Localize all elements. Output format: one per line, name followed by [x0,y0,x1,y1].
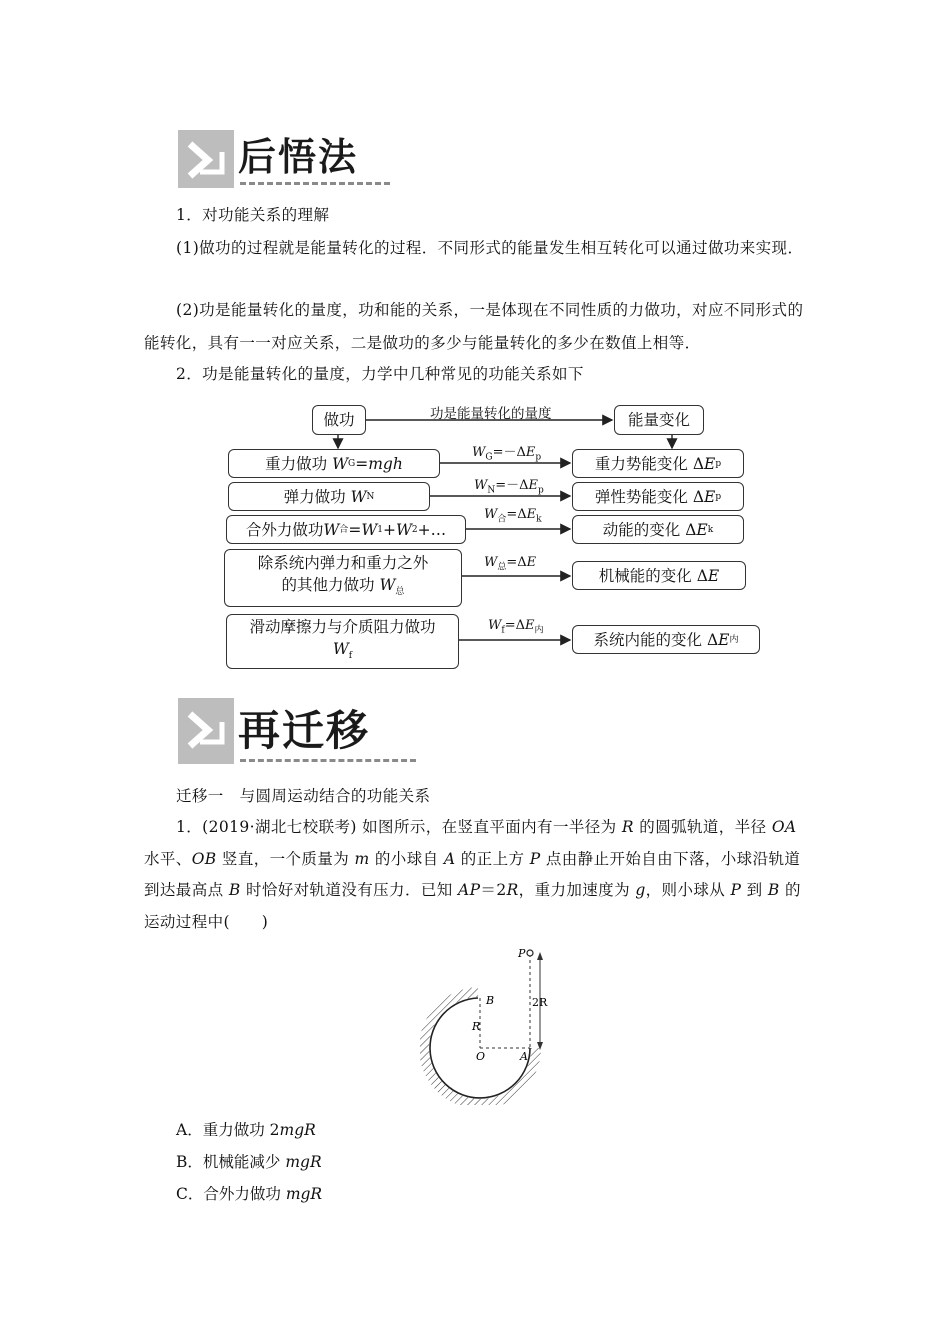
svg-text:2R: 2R [532,996,548,1009]
box-elastic-work: 弹力做功 W N [228,482,430,511]
svg-text:B: B [486,994,495,1007]
option-a[interactable]: A．重力做功 2mgR [176,1121,316,1139]
svg-text:P: P [518,947,526,960]
svg-text:A: A [520,1050,528,1063]
box-elastic-pe: 弹性势能变化 Δ E p [572,482,744,511]
transfer-subtitle: 迁移一 与圆周运动结合的功能关系 [176,787,431,805]
item2-title: 2．功是能量转化的量度，力学中几种常见的功能关系如下 [176,365,584,383]
box-kinetic: 动能的变化 Δ E k [572,515,744,544]
svg-text:R: R [472,1020,481,1033]
box-gravity-pe: 重力势能变化 Δ E p [572,449,744,478]
section-heading-title: 后悟法 [238,135,359,179]
box-net-work: 合外力做功 W 合 = W 1 + W 2 +… [226,515,466,544]
relation-other: $W_总=\Delta E$ [484,555,537,573]
box-work: 做功 [312,405,366,435]
arrow-label-top: 功是能量转化的量度 [430,406,552,422]
item1-paragraph-2: (2)功是能量转化的量度，功和能的关系，一是体现在不同性质的力做功，对应不同形式的能转化，具有一一对应关系，二是做功的多少与能量转化的多少在数值上相等． [144,301,804,352]
option-b[interactable]: B．机械能减少 mgR [176,1153,322,1171]
item1-title: 1．对功能关系的理解 [176,206,330,224]
box-energy-change: 能量变化 [614,405,704,435]
relation-friction: $W_f=\Delta E_内$ [488,618,544,636]
relation-net: $W_合=\Delta E_k$ [484,507,542,525]
svg-text:O: O [476,1050,486,1063]
section-heading-title: 再迁移 [238,706,371,755]
heading-underline [240,759,416,762]
question-text: 1．(2019·湖北七校联考) 如图所示，在竖直平面内有一半径为 R 的圆弧轨道，半径 OA 水平、OB 竖直，一个质量为 m 的小球自 A 的正上方 P 点由静止开始自由下落，小球沿轨道到达最高点 B 时恰好对轨道没有压力．已知 AP＝2R，重力加速度为 g，则小球从 P 到 B 的运动过程中( ) [144,818,801,931]
box-mechanical: 机械能的变化 Δ E [572,561,746,590]
option-c[interactable]: C．合外力做功 mgR [176,1185,323,1203]
box-gravity-work: 重力做功 W G = mgh [228,449,440,478]
arrow-badge [178,698,234,764]
box-internal: 系统内能的变化 Δ E 内 [572,625,760,654]
relation-gravity: $W_G=-\Delta E_p$ [472,445,542,463]
box-other-work: 除系统内弹力和重力之外 的其他力做功 $W_总$ [224,549,462,607]
relation-elastic: $W_N=-\Delta E_p$ [474,478,544,496]
box-friction-work: 滑动摩擦力与介质阻力做功 $W_f$ [226,614,459,669]
chevron-right-icon [184,706,228,752]
item1-paragraph-1: (1)做功的过程就是能量转化的过程．不同形式的能量发生相互转化可以通过做功来实现． [176,239,804,257]
circular-track-figure [420,940,560,1105]
section-heading-2 [178,698,423,758]
